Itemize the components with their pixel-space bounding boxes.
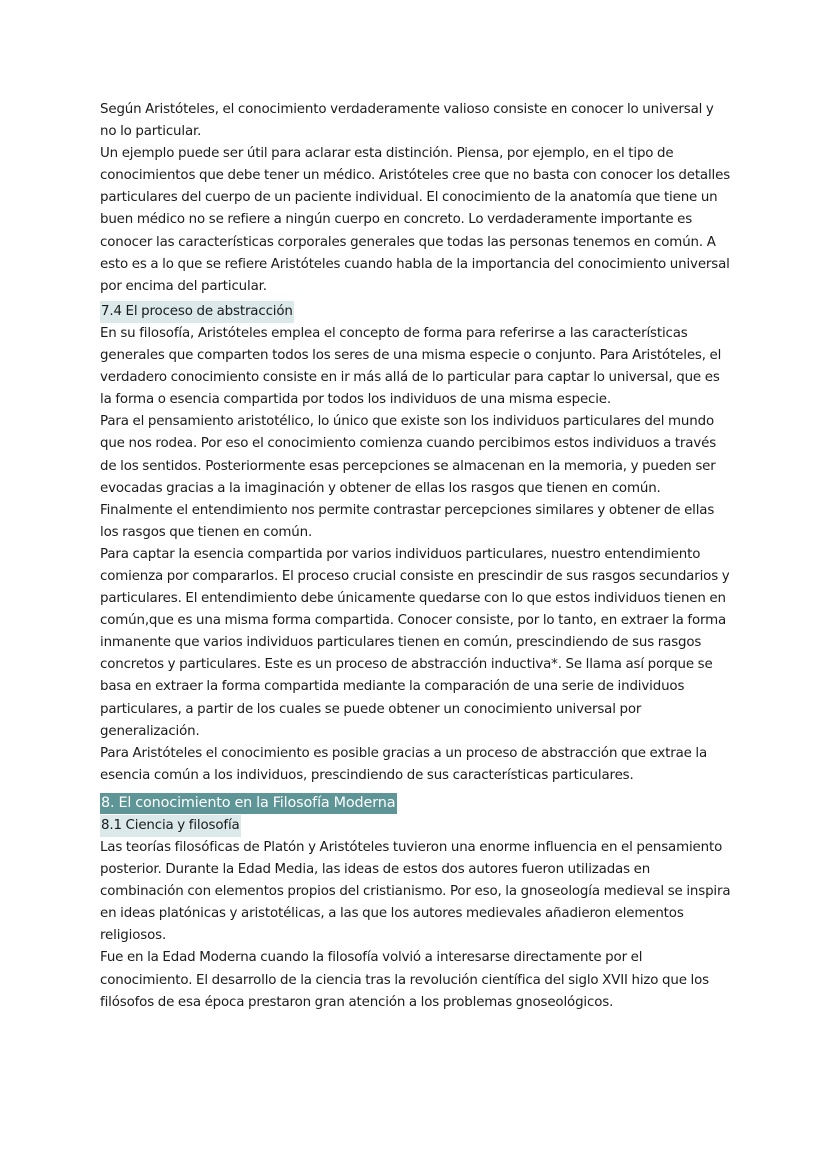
chapter-heading-8: 8. El conocimiento en la Filosofía Moderna	[100, 793, 397, 814]
paragraph: Finalmente el entendimiento nos permite contrastar percepciones similares y obtener de ellas los rasgos que tienen en común.	[100, 502, 715, 540]
paragraph: Fue en la Edad Moderna cuando la filosofía volvió a interesarse directamente por el conocimiento. El desarrollo de la ciencia tras la revolución científica del siglo XVII hizo que los filósofos de esa época prestaron gran atención a los problemas gnoseológicos.	[100, 950, 709, 1010]
paragraph: Para el pensamiento aristotélico, lo único que existe son los individuos particulares del mundo que nos rodea. Por eso el conocimiento comienza cuando percibimos estos individuos a través de los sentidos. Posteriormente esas percepciones se almacenan en la memoria, y pueden ser evocadas gracias a la imaginación y obtener de ellas los rasgos que tienen en común.	[100, 414, 717, 496]
subsection-heading-wrap	[100, 815, 732, 837]
paragraph: Para captar la esencia compartida por varios individuos particulares, nuestro entendimiento comienza por compararlos. El proceso crucial consiste en prescindir de sus rasgos secundarios y particulares. El entendimiento debe únicamente quedarse con lo que estos individuos tienen en común,que es una misma forma compartida. Conocer consiste, por lo tanto, en extraer la forma inmanente que varios individuos particulares tienen en común, prescindiendo de sus rasgos concretos y particulares. Este es un proceso de abstracción inductiva*. Se llama así porque se basa en extraer la forma compartida mediante la comparación de una serie de individuos particulares, a partir de los cuales se puede obtener un conocimiento universal por generalización.	[100, 546, 730, 739]
document-page	[100, 99, 732, 1014]
section-heading-wrap	[100, 298, 732, 323]
paragraph: Según Aristóteles, el conocimiento verdaderamente valioso consiste en conocer lo universal y no lo particular.	[100, 102, 714, 140]
chapter-heading-wrap	[100, 793, 732, 815]
section-heading-7-4: 7.4 El proceso de abstracción	[100, 301, 294, 323]
paragraph: Las teorías filosóficas de Platón y Aristóteles tuvieron una enorme influencia en el pensamiento posterior. Durante la Edad Media, las ideas de estos dos autores fueron utilizadas en combinación con elementos propios del cristianismo. Por eso, la gnoseología medieval se inspira en ideas platónicas y aristotélicas, a las que los autores medievales añadieron elementos religiosos.	[100, 840, 731, 944]
paragraph: En su filosofía, Aristóteles emplea el concepto de forma para referirse a las características generales que comparten todos los seres de una misma especie o conjunto. Para Aristóteles, el verdadero conocimiento consiste en ir más allá de lo particular para captar lo universal, que es la forma o esencia compartida por todos los individuos de una misma especie.	[100, 325, 722, 408]
subsection-heading-8-1: 8.1 Ciencia y filosofía	[100, 815, 241, 837]
paragraph: Para Aristóteles el conocimiento es posible gracias a un proceso de abstracción que extrae la esencia común a los individuos, prescindiendo de sus características particulares.	[100, 745, 708, 783]
paragraph: Un ejemplo puede ser útil para aclarar esta distinción. Piensa, por ejemplo, en el tipo de conocimientos que debe tener un médico. Aristóteles cree que no basta con conocer los detalles particulares del cuerpo de un paciente individual. El conocimiento de la anatomía que tiene un buen médico no se refiere a ningún cuerpo en concreto. Lo verdaderamente importante es conocer las características corporales generales que todas las personas tenemos en común. A esto es a lo que se refiere Aristóteles cuando habla de la importancia del conocimiento universal por encima del particular.	[100, 146, 731, 294]
